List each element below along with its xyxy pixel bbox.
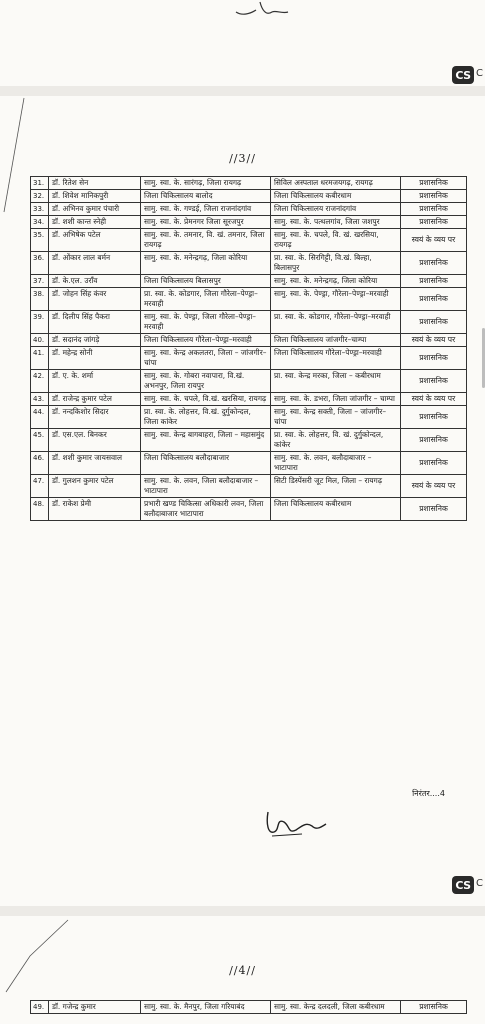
doctor-name-cell: डॉ. अभिनव कुमार पंचारी <box>49 203 141 216</box>
transfer-type-cell: प्रशासनिक <box>401 275 467 288</box>
serial-number-cell: 44. <box>31 406 49 429</box>
camscanner-logo-tail: C <box>476 68 483 79</box>
serial-number-cell: 45. <box>31 429 49 452</box>
table-row <box>31 498 467 521</box>
document-page-3 <box>0 96 485 906</box>
transfer-type-cell: प्रशासनिक <box>401 452 467 475</box>
new-posting-cell: जिला चिकित्सालय गौरेला–पेण्ड्रा–मरवाही <box>271 347 401 370</box>
new-posting-cell: सामु. स्वा. के. लवन, बलौदाबाजार – भाटापारा <box>271 452 401 475</box>
serial-number-cell: 42. <box>31 370 49 393</box>
transfer-type-cell: स्वयं के व्यय पर <box>401 475 467 498</box>
margin-fold-line <box>0 916 70 996</box>
current-posting-cell: सामु. स्वा. के. तमनार, वि. खं. तमनार, जिला रायगढ़ <box>141 229 271 252</box>
doctor-name-cell: डॉ. अभिषेक पटेल <box>49 229 141 252</box>
transfer-type-cell: प्रशासनिक <box>401 177 467 190</box>
transfer-type-cell: प्रशासनिक <box>401 190 467 203</box>
new-posting-cell: सामु. स्वा. के. पत्थलगांव, जिला जशपुर <box>271 216 401 229</box>
doctor-name-cell: डॉ. महेन्द्र सोनी <box>49 347 141 370</box>
new-posting-cell: जिला चिकित्सालय राजनांदगांव <box>271 203 401 216</box>
serial-number-cell: 37. <box>31 275 49 288</box>
current-posting-cell: सामु. स्वा. केन्द्र बागबाहरा, जिला – महासमुंद <box>141 429 271 452</box>
current-posting-cell: सामु. स्वा. के. मैनपुर, जिला गरियाबंद <box>141 1001 271 1014</box>
doctor-name-cell: डॉ. शशी कुमार जायसवाल <box>49 452 141 475</box>
new-posting-cell: सामु. स्वा. केन्द्र दलदली, जिला कबीरधाम <box>271 1001 401 1014</box>
serial-number-cell: 48. <box>31 498 49 521</box>
current-posting-cell: प्रा. स्वा. के. लोहत्तर, वि.खं. दुर्गुकोन्दल, जिला कांकेर <box>141 406 271 429</box>
doctor-name-cell: डॉ. ओंकार लाल बर्मन <box>49 252 141 275</box>
new-posting-cell: सामु. स्वा. के. पेण्ड्रा, गौरेला–पेण्ड्रा–मरवाही <box>271 288 401 311</box>
transfer-type-cell: स्वयं के व्यय पर <box>401 393 467 406</box>
transfer-type-cell: प्रशासनिक <box>401 498 467 521</box>
new-posting-cell: सिटी डिस्पेंसरी जूट मिल, जिला – रायगढ़ <box>271 475 401 498</box>
new-posting-cell: प्रा. स्वा. केन्द्र मरका, जिला – कबीरधाम <box>271 370 401 393</box>
table-row <box>31 252 467 275</box>
doctor-name-cell: डॉ. रितेश सेन <box>49 177 141 190</box>
serial-number-cell: 36. <box>31 252 49 275</box>
transfer-type-cell: स्वयं के व्यय पर <box>401 334 467 347</box>
current-posting-cell: प्रभारी खण्ड चिकित्सा अधिकारी लवन, जिला बलौदाबाजार भाटापारा <box>141 498 271 521</box>
current-posting-cell: जिला चिकित्सालय गौरेला–पेण्ड्रा–मरवाही <box>141 334 271 347</box>
serial-number-cell: 32. <box>31 190 49 203</box>
doctor-name-cell: डॉ. राकेश प्रेमी <box>49 498 141 521</box>
table-row <box>31 334 467 347</box>
camscanner-logo-tail: C <box>476 878 483 889</box>
table-row <box>31 275 467 288</box>
table-row <box>31 190 467 203</box>
current-posting-cell: सामु. स्वा. के. प्रेमनगर जिला सूरजपुर <box>141 216 271 229</box>
serial-number-cell: 47. <box>31 475 49 498</box>
table-row <box>31 347 467 370</box>
current-posting-cell: जिला चिकित्सालय बिलासपुर <box>141 275 271 288</box>
current-posting-cell: सामु. स्वा. के. लवन, जिला बलौदाबाजार – भाटापारा <box>141 475 271 498</box>
doctor-name-cell: डॉ. शिवेश मानिकपुरी <box>49 190 141 203</box>
serial-number-cell: 33. <box>31 203 49 216</box>
transfer-type-cell: प्रशासनिक <box>401 347 467 370</box>
transfer-type-cell: प्रशासनिक <box>401 252 467 275</box>
current-posting-cell: जिला चिकित्सालय बालोद <box>141 190 271 203</box>
table-row <box>31 393 467 406</box>
serial-number-cell: 31. <box>31 177 49 190</box>
table-row <box>31 1001 467 1014</box>
serial-number-cell: 43. <box>31 393 49 406</box>
current-posting-cell: सामु. स्वा. के. चपले, वि.खं. खरसिया, रायगढ़ <box>141 393 271 406</box>
current-posting-cell: जिला चिकित्सालय बलौदाबाजार <box>141 452 271 475</box>
transfer-type-cell: प्रशासनिक <box>401 406 467 429</box>
doctor-name-cell: डॉ. गुलशन कुमार पटेल <box>49 475 141 498</box>
serial-number-cell: 49. <box>31 1001 49 1014</box>
transfer-type-cell: प्रशासनिक <box>401 1001 467 1014</box>
serial-number-cell: 41. <box>31 347 49 370</box>
table-row <box>31 452 467 475</box>
transfer-table <box>30 1000 467 1014</box>
doctor-name-cell: डॉ. नन्दकिशोर सिदार <box>49 406 141 429</box>
transfer-table-body <box>31 1001 467 1014</box>
table-row <box>31 229 467 252</box>
doctor-name-cell: डॉ. दिलीप सिंह पैकरा <box>49 311 141 334</box>
transfer-table <box>30 176 467 521</box>
camscanner-logo: CS <box>452 66 474 84</box>
table-row <box>31 216 467 229</box>
current-posting-cell: सामु. स्वा. के. गण्डई, जिला राजनांदगांव <box>141 203 271 216</box>
new-posting-cell: सामु. स्वा. के. मनेन्द्रगढ़, जिला कोरिया <box>271 275 401 288</box>
current-posting-cell: सामु. स्वा. के. सारंगढ़, जिला रायगढ़ <box>141 177 271 190</box>
table-row <box>31 288 467 311</box>
doctor-name-cell: डॉ. गजेन्द्र कुमार <box>49 1001 141 1014</box>
serial-number-cell: 34. <box>31 216 49 229</box>
table-row <box>31 370 467 393</box>
table-row <box>31 203 467 216</box>
new-posting-cell: प्रा. स्वा. के. सिरगिट्टी, वि.खं. बिल्हा, बिलासपुर <box>271 252 401 275</box>
doctor-name-cell: डॉ. राजेन्द्र कुमार पटेल <box>49 393 141 406</box>
new-posting-cell: जिला चिकित्सालय जांजगीर–चाम्पा <box>271 334 401 347</box>
table-row <box>31 429 467 452</box>
transfer-table-body <box>31 177 467 521</box>
page-number: //3// <box>229 152 256 165</box>
previous-page-signature <box>232 0 292 20</box>
new-posting-cell: सामु. स्वा. के. चपले, वि. खं. खरसिया, रायगढ़ <box>271 229 401 252</box>
doctor-name-cell: डॉ. एस.एल. बिनकर <box>49 429 141 452</box>
transfer-type-cell: प्रशासनिक <box>401 429 467 452</box>
page-number: //4// <box>229 964 256 977</box>
serial-number-cell: 40. <box>31 334 49 347</box>
current-posting-cell: प्रा. स्वा. के. कोडगार, जिला गौरेला–पेण्ड्रा–मरवाही <box>141 288 271 311</box>
transfer-type-cell: प्रशासनिक <box>401 311 467 334</box>
previous-page-fragment <box>0 0 485 86</box>
new-posting-cell: जिला चिकित्सालय कबीरधाम <box>271 190 401 203</box>
transfer-type-cell: प्रशासनिक <box>401 203 467 216</box>
table-row <box>31 311 467 334</box>
transfer-type-cell: प्रशासनिक <box>401 216 467 229</box>
serial-number-cell: 38. <box>31 288 49 311</box>
table-row <box>31 475 467 498</box>
doctor-name-cell: डॉ. जोहन सिंह कंवर <box>49 288 141 311</box>
table-row <box>31 177 467 190</box>
camscanner-logo: CS <box>452 876 474 894</box>
new-posting-cell: प्रा. स्वा. के. कोडगार, गौरेला–पेण्ड्रा–मरवाही <box>271 311 401 334</box>
transfer-type-cell: स्वयं के व्यय पर <box>401 229 467 252</box>
officer-signature <box>262 804 332 844</box>
doctor-name-cell: डॉ. शशी कान्त स्नेही <box>49 216 141 229</box>
serial-number-cell: 35. <box>31 229 49 252</box>
current-posting-cell: सामु. स्वा. के. मनेन्द्रगढ़, जिला कोरिया <box>141 252 271 275</box>
table-row <box>31 406 467 429</box>
new-posting-cell: प्रा. स्वा. के. लोहत्तर, वि. खं. दुर्गुकोन्दल, कांकेर <box>271 429 401 452</box>
new-posting-cell: सामु. स्वा. के. डभरा, जिला जांजगीर – चाम्पा <box>271 393 401 406</box>
serial-number-cell: 46. <box>31 452 49 475</box>
transfer-type-cell: प्रशासनिक <box>401 370 467 393</box>
doctor-name-cell: डॉ. सदानंद जांगड़े <box>49 334 141 347</box>
document-page-4 <box>0 916 485 1024</box>
current-posting-cell: सामु. स्वा. केन्द्र अकलतरा, जिला – जांजगीर–चांपा <box>141 347 271 370</box>
doctor-name-cell: डॉ. के.एल. उराँव <box>49 275 141 288</box>
transfer-type-cell: प्रशासनिक <box>401 288 467 311</box>
new-posting-cell: सिविल अस्पताल धरमजयगढ़, रायगढ़ <box>271 177 401 190</box>
current-posting-cell: सामु. स्वा. के. गोबरा नवापारा, वि.खं. अभनपुर, जिला रायपुर <box>141 370 271 393</box>
new-posting-cell: जिला चिकित्सालय कबीरधाम <box>271 498 401 521</box>
continued-note: निरंतर....4 <box>412 789 445 798</box>
current-posting-cell: सामु. स्वा. के. पेण्ड्रा, जिला गौरेला–पेण्ड्रा–मरवाही <box>141 311 271 334</box>
new-posting-cell: सामु. स्वा. केन्द्र सक्ती, जिला – जांजगीर–चांपा <box>271 406 401 429</box>
doctor-name-cell: डॉ. ए. के. शर्मा <box>49 370 141 393</box>
serial-number-cell: 39. <box>31 311 49 334</box>
